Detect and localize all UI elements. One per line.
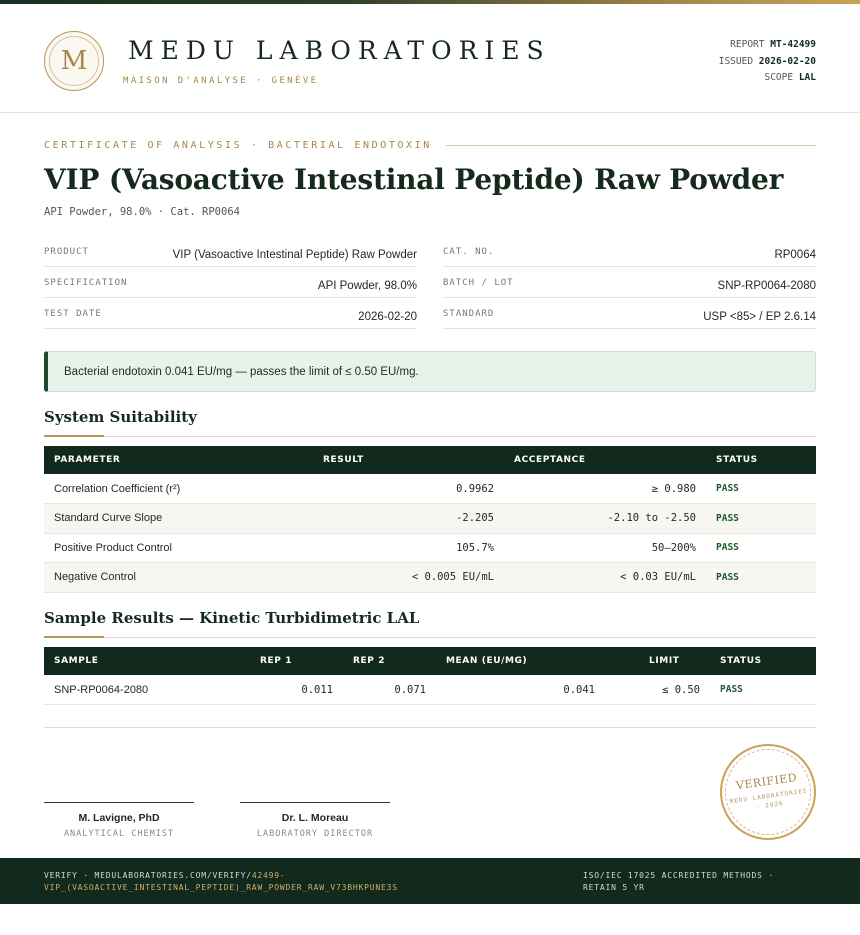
col-header-mean: MEAN (EU/MG) (446, 656, 528, 666)
verify-link[interactable]: 42499-VIP_(VASOACTIVE_INTESTINAL_PEPTIDE)_RAW_POWDER_RAW_V73BHKPUNE3S (44, 871, 398, 892)
signature-block-director (240, 802, 390, 839)
scope-line: SCOPE LAL (764, 72, 816, 83)
certificate-eyebrow-row (44, 138, 816, 152)
cell-acceptance: < 0.03 EU/mL (504, 563, 706, 593)
scope-value: LAL (798, 72, 816, 83)
section-rule (44, 436, 816, 437)
signature-block-chemist (44, 802, 194, 839)
report-footer (0, 858, 860, 904)
info-grid-right (443, 236, 816, 329)
brand-name: MEDU LABORATORIES (128, 36, 551, 65)
stamp-title: VERIFIED (735, 770, 798, 792)
lab-logo (44, 31, 104, 91)
info-label: TEST DATE (44, 309, 102, 319)
section-accent (44, 636, 104, 638)
eyebrow-rule (446, 145, 816, 146)
col-header-limit: LIMIT (649, 656, 680, 666)
info-row-product (44, 236, 417, 267)
info-value: 2026-02-20 (358, 311, 417, 323)
info-label: SPECIFICATION (44, 278, 128, 288)
certificate-eyebrow: CERTIFICATE OF ANALYSIS · BACTERIAL ENDOTOXIN (44, 139, 432, 151)
logo-ring (49, 36, 99, 86)
info-value: SNP-RP0064-2080 (717, 280, 816, 292)
cell-parameter: Standard Curve Slope (44, 504, 312, 534)
cell-parameter: Positive Product Control (44, 533, 312, 563)
table-row (44, 563, 816, 593)
cell-rep2: 0.071 (343, 675, 436, 705)
samples-section-title: Sample Results — Kinetic Turbidimetric LAL (44, 609, 420, 627)
result-banner (44, 351, 816, 392)
cell-result: -2.205 (312, 504, 504, 534)
info-row-test-date (44, 298, 417, 329)
status-badge: PASS (710, 675, 816, 705)
col-header-status: STATUS (716, 455, 758, 465)
report-id-line: REPORT MT-42499 (730, 39, 816, 50)
suitability-table (44, 446, 816, 593)
col-header-result: RESULT (323, 455, 364, 465)
col-header-sample: SAMPLE (54, 656, 99, 666)
signatory-name: M. Lavigne, PhD (78, 812, 160, 824)
table-header-row (44, 446, 816, 474)
issued-date: 2026-02-20 (758, 55, 816, 67)
table-row (44, 474, 816, 504)
cell-result: 0.9962 (312, 474, 504, 504)
suitability-section-title: System Suitability (44, 408, 197, 426)
verify-prefix: VERIFY · MEDULABORATORIES.COM/VERIFY/ (44, 871, 252, 880)
info-label: PRODUCT (44, 247, 89, 257)
info-value: API Powder, 98.0% (317, 280, 417, 292)
samples-table (44, 647, 816, 705)
stamp-subtitle: MEDU LABORATORIES · 2026 (729, 787, 808, 811)
table-row (44, 504, 816, 534)
info-row-specification (44, 267, 417, 298)
result-banner-text: Bacterial endotoxin 0.041 EU/mg — passes the limit of ≤ 0.50 EU/mg. (64, 365, 419, 378)
info-row-batch (443, 267, 816, 298)
cell-result: 105.7% (312, 533, 504, 563)
col-header-acceptance: ACCEPTANCE (514, 455, 586, 465)
info-value: RP0064 (774, 249, 816, 261)
signatory-role: LABORATORY DIRECTOR (256, 829, 374, 839)
cell-mean: 0.041 (436, 675, 605, 705)
info-label: CAT. NO. (443, 247, 495, 257)
cell-rep1: 0.011 (250, 675, 343, 705)
col-header-rep2: REP 2 (353, 656, 386, 666)
cell-result: < 0.005 EU/mL (312, 563, 504, 593)
info-grid-left (44, 236, 417, 329)
status-badge: PASS (706, 533, 816, 563)
accreditation-note: ISO/IEC 17025 ACCREDITED METHODS · RETAIN 5 YR (583, 871, 774, 892)
brand-tagline: MAISON D'ANALYSE · GENÈVE (123, 76, 319, 86)
verified-stamp (720, 744, 816, 840)
info-row-standard (443, 298, 816, 329)
cell-parameter: Correlation Coefficient (r²) (44, 474, 312, 504)
product-subtitle: API Powder, 98.0% · Cat. RP0064 (44, 206, 240, 218)
info-value: VIP (Vasoactive Intestinal Peptide) Raw Powder (172, 249, 417, 261)
section-rule (44, 637, 816, 638)
signature-divider (44, 727, 816, 728)
col-header-parameter: PARAMETER (54, 455, 121, 465)
info-label: BATCH / LOT (443, 278, 514, 288)
col-header-status: STATUS (720, 656, 762, 666)
table-header-row (44, 647, 816, 675)
verify-line (44, 870, 484, 894)
status-badge: PASS (706, 504, 816, 534)
report-id: MT-42499 (770, 39, 816, 50)
signatory-name: Dr. L. Moreau (281, 812, 349, 824)
info-label: STANDARD (443, 309, 495, 319)
table-row (44, 533, 816, 563)
status-badge: PASS (706, 563, 816, 593)
section-accent (44, 435, 104, 437)
status-badge: PASS (706, 474, 816, 504)
cell-acceptance: -2.10 to -2.50 (504, 504, 706, 534)
stamp-ring (719, 743, 816, 840)
cell-sample: SNP-RP0064-2080 (44, 675, 250, 705)
table-row (44, 675, 816, 705)
logo-letter: M (60, 46, 88, 76)
cell-acceptance: 50–200% (504, 533, 706, 563)
info-value: USP <85> / EP 2.6.14 (703, 311, 816, 323)
signatory-role: ANALYTICAL CHEMIST (63, 829, 175, 839)
report-header (0, 4, 860, 113)
cell-acceptance: ≥ 0.980 (504, 474, 706, 504)
report-meta (719, 37, 816, 87)
info-row-cat-no (443, 236, 816, 267)
col-header-rep1: REP 1 (260, 656, 293, 666)
cell-limit: ≤ 0.50 (605, 675, 710, 705)
product-title: VIP (Vasoactive Intestinal Peptide) Raw Powder (44, 163, 784, 196)
issued-line: ISSUED 2026-02-20 (718, 55, 816, 67)
cell-parameter: Negative Control (44, 563, 312, 593)
